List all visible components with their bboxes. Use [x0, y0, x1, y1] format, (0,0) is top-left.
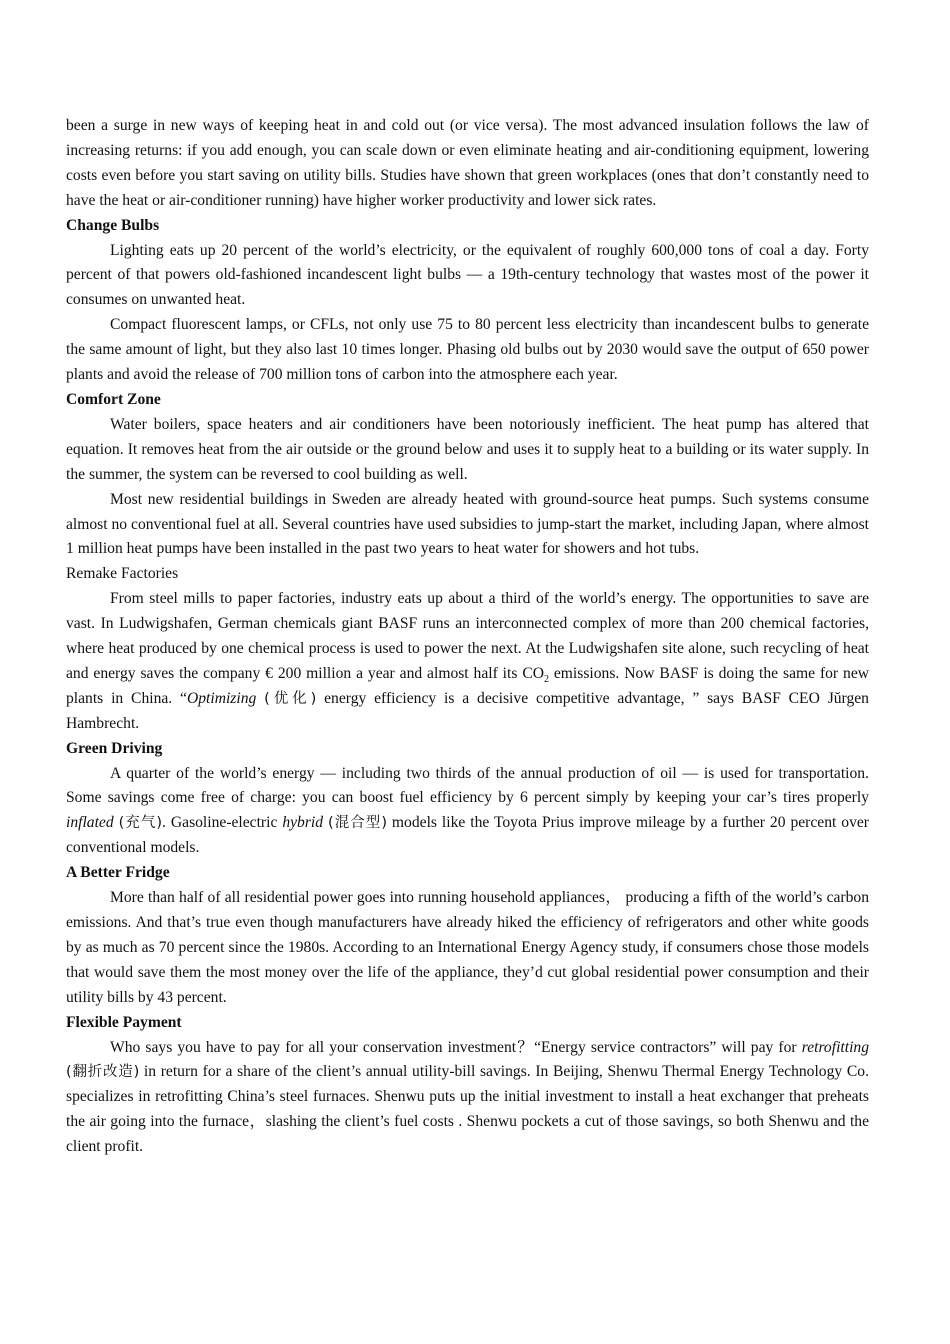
vocab-gloss-hybrid: (混合型) [328, 815, 387, 832]
comfort-zone-paragraph-2: Most new residential buildings in Sweden are already heated with ground-source heat pumps. Such systems consume almost no conventional fuel at all. Several countries have used subsidies to jump-start the market, including Japan, where almost 1 million heat pumps have been installed in the past two years to heat water for showers and hot tubs. [66, 490, 869, 558]
section-heading-flexible-payment: Flexible Payment [66, 1013, 182, 1031]
section-heading-change-bulbs: Change Bulbs [66, 216, 160, 234]
change-bulbs-paragraph-1: Lighting eats up 20 percent of the world’s electricity, or the equivalent of roughly 600,000 tons of coal a day. Forty percent of that powers old-fashioned incandescent light bulbs — a 19th-century technology that wastes most of the power it consumes on unwanted heat. [66, 241, 869, 309]
vocab-gloss-inflated: (充气) [118, 815, 163, 832]
section-heading-better-fridge: A Better Fridge [66, 864, 170, 882]
co2-subscript: 2 [543, 673, 549, 685]
flexible-payment-paragraph [66, 1036, 869, 1161]
section-heading-comfort-zone: Comfort Zone [66, 390, 161, 408]
vocab-term-retrofitting: retrofitting [801, 1038, 869, 1056]
vocab-term-inflated: inflated [66, 814, 114, 832]
section-heading-green-driving: Green Driving [66, 739, 163, 757]
document-page [66, 114, 869, 1160]
green-driving-text-a: A quarter of the world’s energy — including two thirds of the annual production of oil — is used for transportation. Some savings come free of charge: you can boost fuel efficiency by 6 percent simply by keeping your car’s tires properly [66, 764, 869, 807]
green-driving-paragraph [66, 762, 869, 862]
intro-paragraph: been a surge in new ways of keeping heat in and cold out (or vice versa). The most advanced insulation follows the law of increasing returns: if you add enough, you can scale down or even eliminate heating and air-conditioning equipment, lowering costs even before you start saving on utility bills. Studies have shown that green workplaces (ones that don’t constantly need to have the heat or air-conditioner running) have higher worker productivity and lower sick rates. [66, 117, 869, 209]
vocab-gloss-optimizing: (优化) [264, 690, 317, 707]
flexible-payment-text-a: Who says you have to pay for all your conservation investment？“Energy service contractors” will pay for [110, 1038, 802, 1056]
vocab-term-hybrid: hybrid [282, 814, 324, 832]
remake-factories-text-a: From steel mills to paper factories, industry eats up about a third of the world’s energy. The opportunities to save are vast. In Ludwigshafen, German chemicals giant BASF runs an interconnected complex of more than 200 chemical factories, where heat produced by one chemical process is used to power the next. At the Ludwigshafen site alone, such recycling of heat and energy saves the company € 200 million a year and almost half its CO [66, 590, 869, 682]
section-heading-remake-factories: Remake Factories [66, 565, 179, 583]
remake-factories-text-b: emissions. Now BASF is doing the same for new plants in China. “ [66, 664, 870, 707]
comfort-zone-paragraph-1: Water boilers, space heaters and air conditioners have been notoriously inefficient. The heat pump has altered that equation. It removes heat from the air outside or the ground below and uses it to supply heat to a building or its water supply. In the summer, the system can be reversed to cool building as well. [66, 415, 869, 483]
remake-factories-text-c: energy efficiency is a decisive competitive advantage, ” says BASF CEO Jŭrgen Hambrecht. [66, 689, 869, 732]
flexible-payment-text-b: in return for a share of the client’s annual utility-bill savings. In Beijing, Shenwu Thermal Energy Technology Co. specializes in retrofitting China’s steel furnaces. Shenwu puts up the initial investment to install a heat exchanger that preheats the air going into the furnace，slashing the client’s fuel costs . Shenwu pockets a cut of those savings, so both Shenwu and the client profit. [66, 1063, 869, 1156]
better-fridge-paragraph: More than half of all residential power goes into running household appliances， producing a fifth of the world’s carbon emissions. And that’s true even though manufacturers have already hiked the efficiency of refrigerators and other white goods by as much as 70 percent since the 1980s. According to an International Energy Agency study, if consumers chose those models that would save them the most money over the life of the appliance, they’d cut global residential power consumption and their utility bills by 43 percent. [66, 889, 869, 1006]
vocab-gloss-retrofitting: (翻折改造) [66, 1064, 140, 1081]
change-bulbs-paragraph-2: Compact fluorescent lamps, or CFLs, not only use 75 to 80 percent less electricity than incandescent bulbs to generate the same amount of light, but they also last 10 times longer. Phasing old bulbs out by 2030 would save the output of 650 power plants and avoid the release of 700 million tons of carbon into the atmosphere each year. [66, 316, 869, 384]
remake-factories-paragraph [66, 587, 869, 736]
vocab-term-optimizing: Optimizing [186, 689, 257, 707]
green-driving-text-b: . Gasoline-electric [162, 814, 283, 832]
green-driving-text-c: models like the Toyota Prius improve mileage by a further 20 percent over conventional models. [66, 814, 869, 857]
